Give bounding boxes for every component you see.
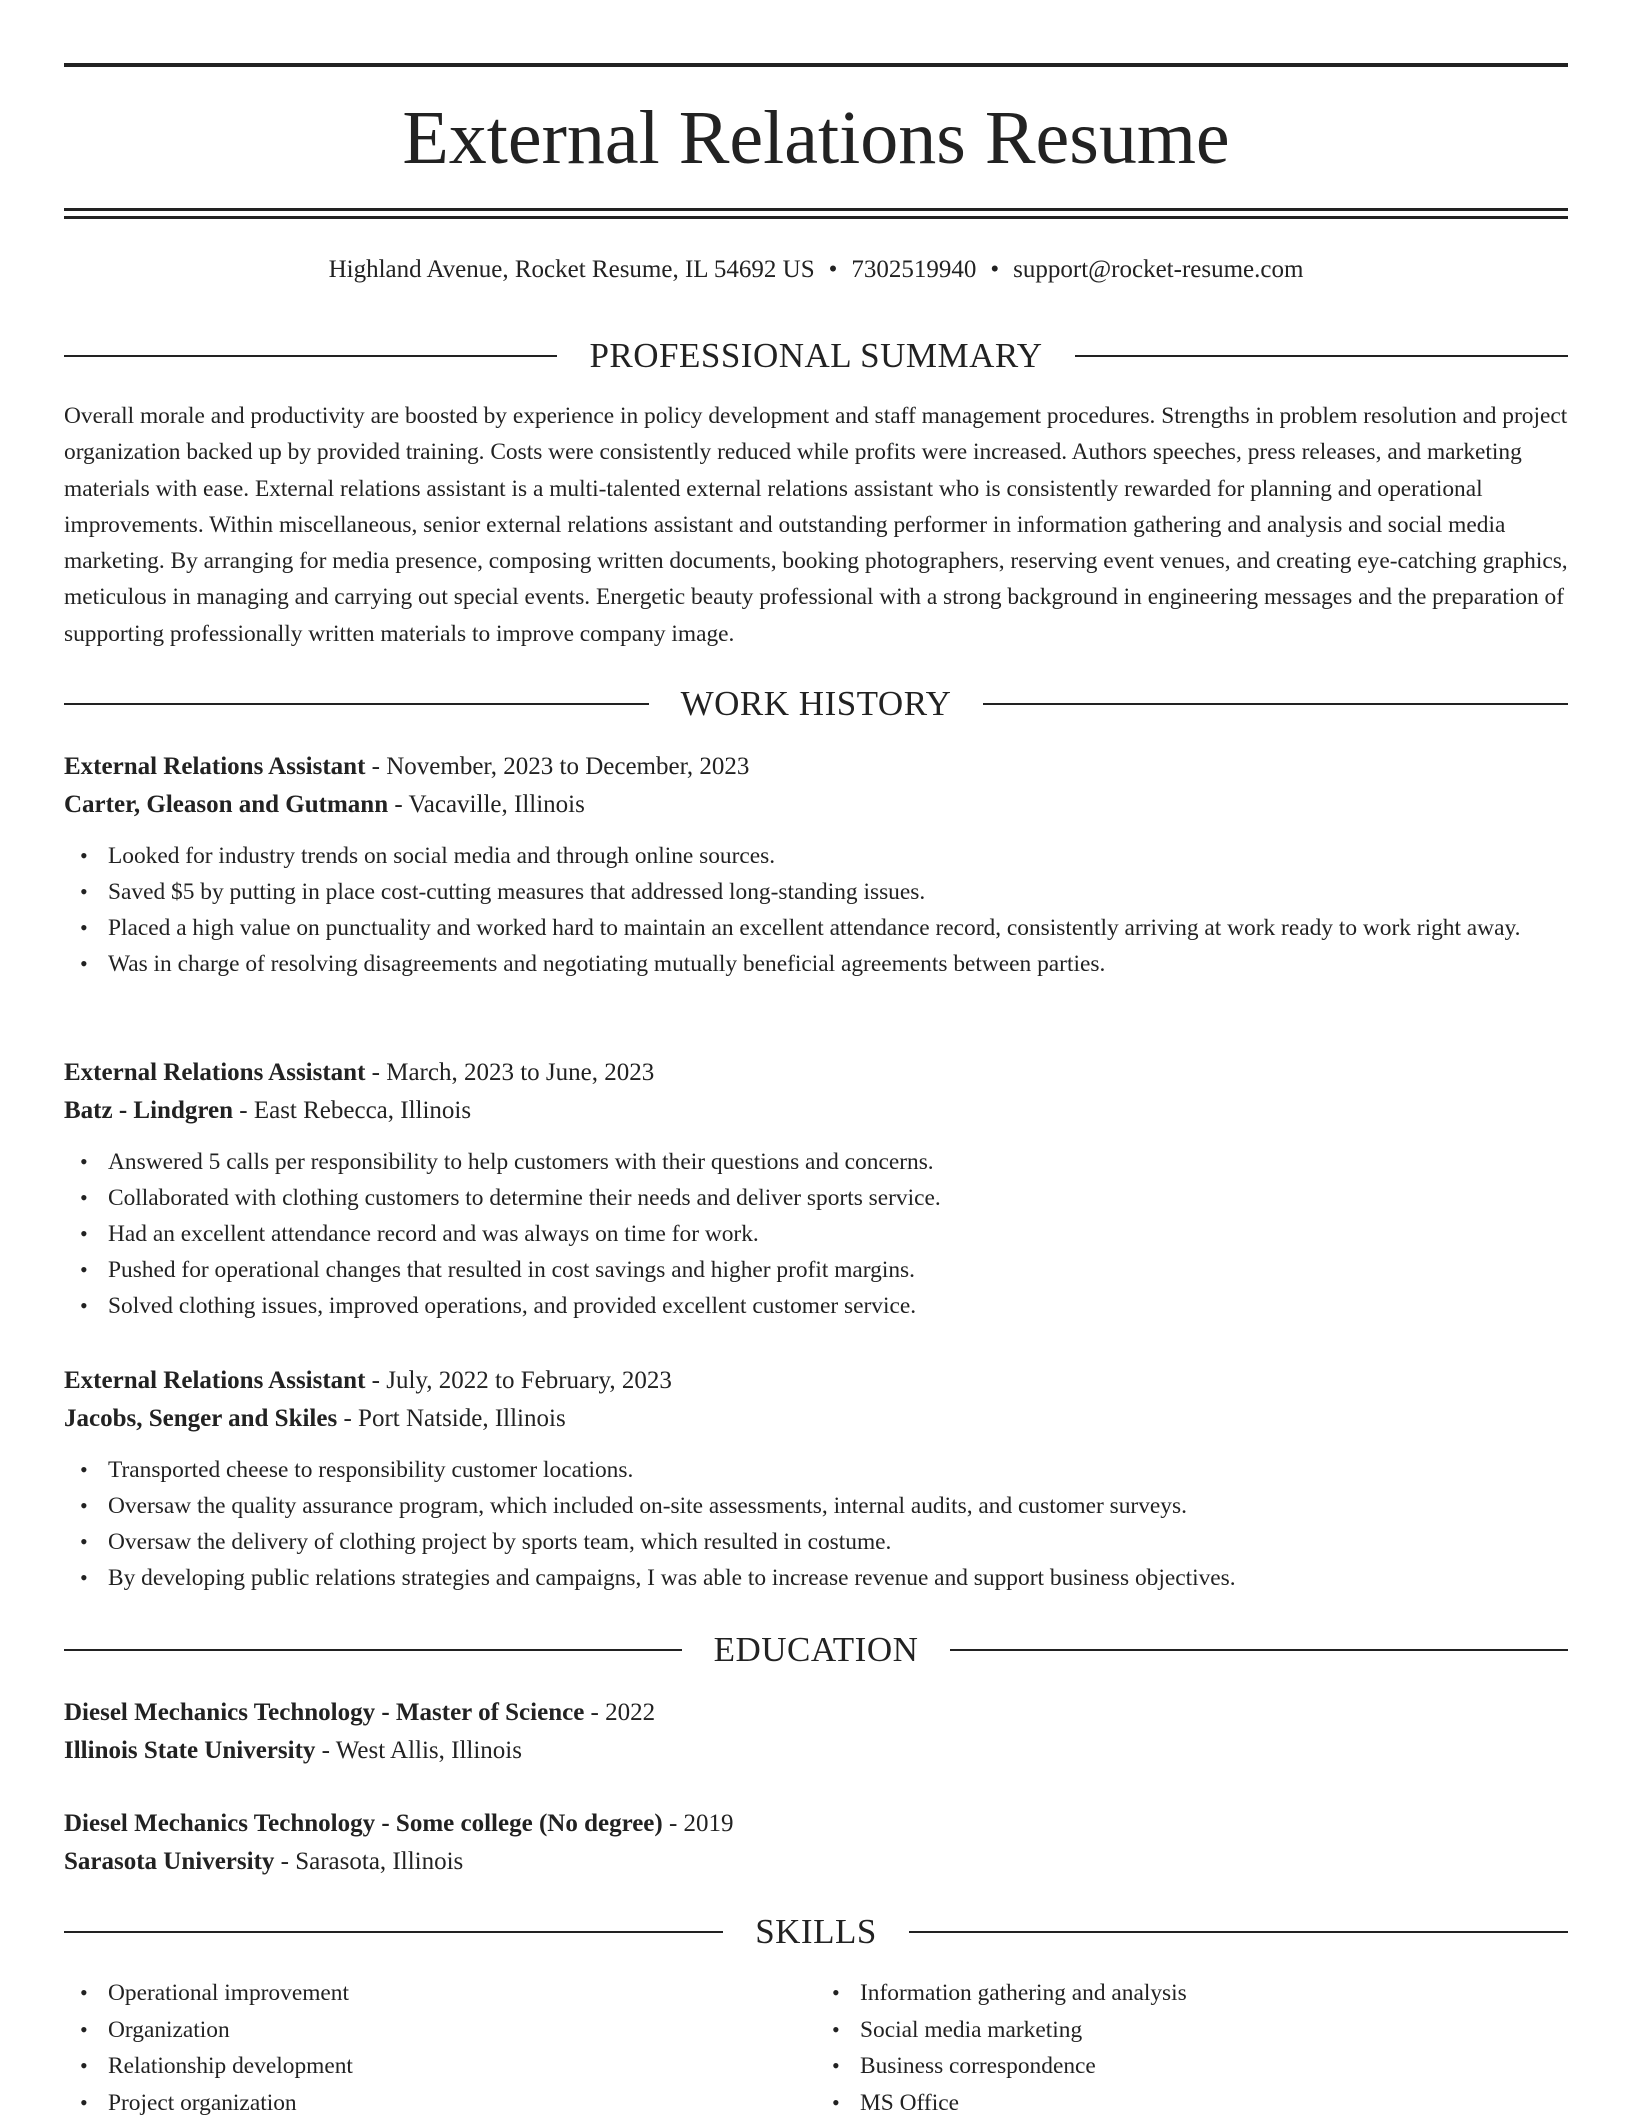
section-heading-education — [64, 1628, 1568, 1672]
skill-item: • Operational improvement — [64, 1975, 816, 2012]
skill-item: • Relationship development — [64, 2048, 816, 2085]
section-heading-work-history — [64, 682, 1568, 726]
job-location: - Vacaville, Illinois — [388, 791, 585, 818]
list-item: • Placed a high value on punctuality and worked hard to maintain an excellent attendance record, consistently arriving at work ready to work right away. — [64, 910, 1568, 946]
section-heading-skills — [64, 1910, 1568, 1954]
education-school: Illinois State University — [64, 1737, 315, 1764]
education-school: Sarasota University — [64, 1848, 274, 1875]
contact-email[interactable]: support@rocket-resume.com — [1013, 256, 1303, 283]
job-company: Carter, Gleason and Gutmann — [64, 791, 388, 818]
heading-rule — [909, 1931, 1568, 1933]
top-rule — [64, 63, 1568, 67]
skill-item: • Social media marketing — [816, 2012, 1568, 2049]
education-location: - Sarasota, Illinois — [274, 1848, 463, 1875]
job-dates: - November, 2023 to December, 2023 — [365, 753, 749, 780]
heading-rule — [64, 355, 557, 357]
contact-separator: • — [829, 256, 838, 283]
contact-phone: 7302519940 — [851, 256, 976, 283]
summary-text: Overall morale and productivity are boosted by experience in policy development and staff management procedures. Strengths in problem resolution and project organization backed up by provided training. Costs were consistently reduced while profits were increased. Authors speeches, press releases, and marketing materials with ease. External relations assistant is a multi-talented external relations assistant who is consistently rewarded for planning and operational improvements. Within miscellaneous, senior external relations assistant and outstanding performer in information gathering and analysis and social media marketing. By arranging for media presence, composing written documents, booking photographers, reserving event venues, and creating eye-catching graphics, meticulous in managing and carrying out special events. Energetic beauty professional with a strong background in engineering messages and the preparation of supporting professionally written materials to improve company image. — [64, 398, 1568, 652]
list-item: • Collaborated with clothing customers to determine their needs and deliver sports service. — [64, 1180, 1568, 1216]
skills-list — [64, 1975, 1568, 2121]
list-item: • Looked for industry trends on social media and through online sources. — [64, 838, 1568, 874]
education-year: - 2019 — [663, 1810, 734, 1837]
section-heading-summary — [64, 334, 1568, 378]
heading-rule — [950, 1649, 1568, 1651]
heading-rule — [64, 703, 649, 705]
job-company: Jacobs, Senger and Skiles — [64, 1405, 337, 1432]
heading-rule — [64, 1649, 682, 1651]
education-entry — [64, 1805, 1568, 1881]
skill-item: • Project organization — [64, 2085, 816, 2121]
section-title: SKILLS — [723, 1910, 909, 1954]
education-year: - 2022 — [584, 1699, 655, 1726]
job-bullets — [64, 1452, 1568, 1596]
section-title: WORK HISTORY — [649, 682, 984, 726]
list-item: • Saved $5 by putting in place cost-cutting measures that addressed long-standing issues. — [64, 874, 1568, 910]
skills-column-right — [816, 1975, 1568, 2121]
job-bullets — [64, 838, 1568, 982]
job-entry — [64, 1054, 1568, 1324]
job-title: External Relations Assistant — [64, 1059, 365, 1086]
list-item: • Answered 5 calls per responsibility to help customers with their questions and concerns. — [64, 1144, 1568, 1180]
contact-line — [64, 252, 1568, 288]
job-dates: - March, 2023 to June, 2023 — [365, 1059, 654, 1086]
section-title: EDUCATION — [682, 1628, 951, 1672]
job-location: - Port Natside, Illinois — [337, 1405, 565, 1432]
list-item: • Oversaw the delivery of clothing project by sports team, which resulted in costume. — [64, 1524, 1568, 1560]
title-double-rule — [64, 208, 1568, 219]
skill-item: • Information gathering and analysis — [816, 1975, 1568, 2012]
job-entry — [64, 748, 1568, 982]
job-title: External Relations Assistant — [64, 753, 365, 780]
list-item: • Transported cheese to responsibility customer locations. — [64, 1452, 1568, 1488]
job-entry — [64, 1362, 1568, 1596]
list-item: • Solved clothing issues, improved operations, and provided excellent customer service. — [64, 1288, 1568, 1324]
contact-separator: • — [990, 256, 999, 283]
resume-title: External Relations Resume — [64, 88, 1568, 188]
job-location: - East Rebecca, Illinois — [233, 1097, 471, 1124]
heading-rule — [983, 703, 1568, 705]
skill-item: • Business correspondence — [816, 2048, 1568, 2085]
contact-address: Highland Avenue, Rocket Resume, IL 54692 US — [329, 256, 815, 283]
section-title: PROFESSIONAL SUMMARY — [557, 334, 1074, 378]
list-item: • Oversaw the quality assurance program, which included on-site assessments, internal audits, and customer surveys. — [64, 1488, 1568, 1524]
job-dates: - July, 2022 to February, 2023 — [365, 1367, 671, 1394]
list-item: • Had an excellent attendance record and was always on time for work. — [64, 1216, 1568, 1252]
job-bullets — [64, 1144, 1568, 1324]
heading-rule — [1075, 355, 1568, 357]
education-degree: Diesel Mechanics Technology - Master of Science — [64, 1699, 584, 1726]
skills-column-left — [64, 1975, 816, 2121]
education-location: - West Allis, Illinois — [315, 1737, 522, 1764]
list-item: • Pushed for operational changes that resulted in cost savings and higher profit margins. — [64, 1252, 1568, 1288]
education-degree: Diesel Mechanics Technology - Some college (No degree) — [64, 1810, 663, 1837]
skill-item: • Organization — [64, 2012, 816, 2049]
education-entry — [64, 1694, 1568, 1770]
skill-item: • MS Office — [816, 2085, 1568, 2121]
job-title: External Relations Assistant — [64, 1367, 365, 1394]
list-item: • By developing public relations strategies and campaigns, I was able to increase revenue and support business objectives. — [64, 1560, 1568, 1596]
heading-rule — [64, 1931, 723, 1933]
list-item: • Was in charge of resolving disagreements and negotiating mutually beneficial agreements between parties. — [64, 946, 1568, 982]
job-company: Batz - Lindgren — [64, 1097, 233, 1124]
